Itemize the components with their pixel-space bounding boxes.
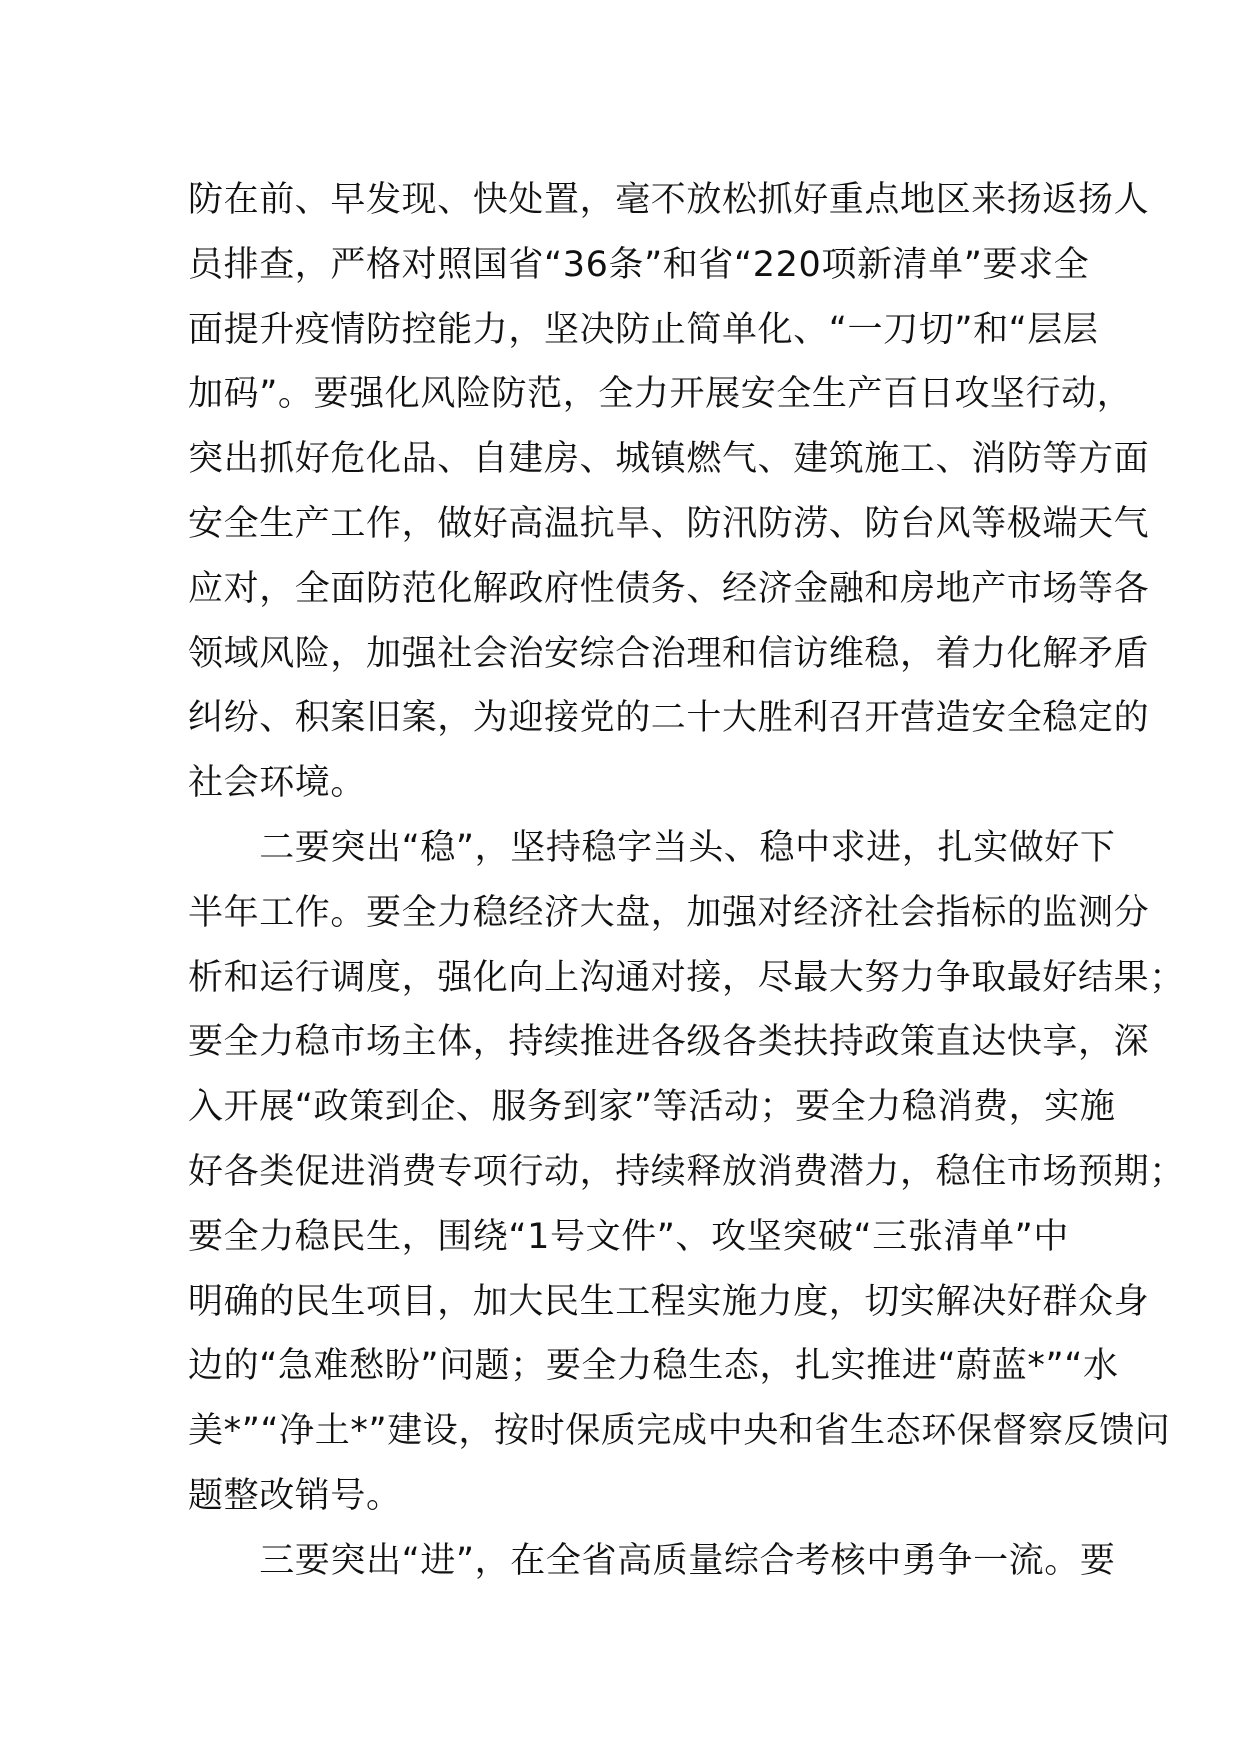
text-line: 美*”“净土*”建设，按时保质完成中央和省生态环保督察反馈问: [188, 1411, 1171, 1452]
text-line: 面提升疫情防控能力，坚决防止简单化、“一刀切”和“层层: [188, 309, 1099, 350]
text-line: 题整改销号。: [188, 1475, 402, 1516]
text-line: 明确的民生项目，加大民生工程实施力度，切实解决好群众身: [188, 1281, 1150, 1322]
text-line: 半年工作。要全力稳经济大盘，加强对经济社会指标的监测分: [188, 892, 1150, 933]
text-line: 要全力稳市场主体，持续推进各级各类扶持政策直达快享，深: [188, 1022, 1150, 1063]
text-line: 员排查，严格对照国省“36条”和省“220项新清单”要求全: [188, 244, 1090, 285]
text-line: 好各类促进消费专项行动，持续释放消费潜力，稳住市场预期；: [188, 1151, 1185, 1192]
body-text: [188, 168, 1185, 1594]
text-line: 析和运行调度，强化向上沟通对接，尽最大努力争取最好结果；: [188, 957, 1185, 998]
text-line: 要全力稳民生，围绕“1号文件”、攻坚突破“三张清单”中: [188, 1216, 1069, 1257]
text-line: 安全生产工作，做好高温抗旱、防汛防涝、防台风等极端天气: [188, 503, 1150, 544]
paragraph-start: 三要突出“进”，在全省高质量综合考核中勇争一流。要: [188, 1540, 1116, 1581]
text-line: 纠纷、积案旧案，为迎接党的二十大胜利召开营造安全稳定的: [188, 698, 1150, 739]
paragraph-start: 二要突出“稳”，坚持稳字当头、稳中求进，扎实做好下: [188, 827, 1116, 868]
text-line: 加码”。要强化风险防范，全力开展安全生产百日攻坚行动，: [188, 374, 1133, 415]
text-line: 入开展“政策到企、服务到家”等活动；要全力稳消费，实施: [188, 1087, 1116, 1128]
text-line: 防在前、早发现、快处置，毫不放松抓好重点地区来扬返扬人: [188, 180, 1150, 220]
text-line: 领域风险，加强社会治安综合治理和信访维稳，着力化解矛盾: [188, 633, 1150, 674]
text-line: 应对，全面防范化解政府性债务、经济金融和房地产市场等各: [188, 568, 1150, 609]
text-line: 突出抓好危化品、自建房、城镇燃气、建筑施工、消防等方面: [188, 439, 1150, 480]
text-line: 边的“急难愁盼”问题；要全力稳生态，扎实推进“蔚蓝*”“水: [188, 1346, 1119, 1387]
text-line: 社会环境。: [188, 763, 367, 804]
